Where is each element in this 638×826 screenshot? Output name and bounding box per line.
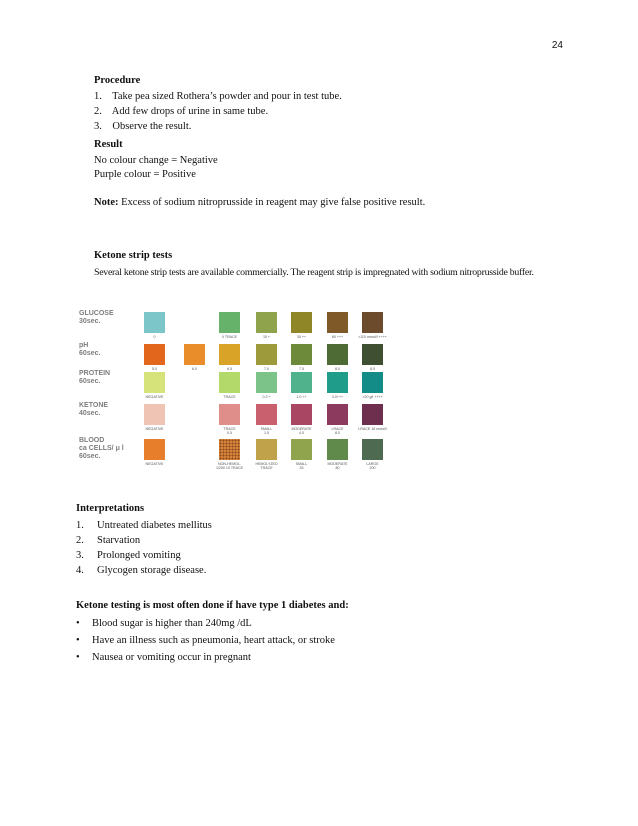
strip-color-swatch <box>256 439 277 460</box>
ketone-testing-item: • Have an illness such as pneumonia, heart attack, or stroke <box>76 632 335 649</box>
strip-swatch-caption: NON-HEMOL. 1/250 10 TRACE <box>215 462 244 470</box>
strip-swatch-caption: LRACE 16 mmol/l <box>358 427 387 431</box>
strip-swatch-caption: >110 mmol/l ++++ <box>358 335 387 339</box>
strip-color-swatch <box>327 372 348 393</box>
strip-color-swatch <box>144 439 165 460</box>
strip-swatch-caption: TRACE 0.5 <box>223 427 236 435</box>
procedure-step: 3. Observe the result. <box>94 121 192 132</box>
strip-swatch-caption: 6.5 <box>227 367 232 371</box>
strip-color-swatch <box>219 404 240 425</box>
strip-color-swatch <box>256 344 277 365</box>
strip-color-swatch <box>291 404 312 425</box>
procedure-list <box>94 89 342 134</box>
strip-swatch-caption: 0.3 + <box>262 395 271 399</box>
strip-swatch-caption: 6.0 <box>192 367 197 371</box>
interpretation-item: 3. Prolonged vomiting <box>76 550 181 561</box>
strip-color-swatch <box>219 439 240 460</box>
result-positive: Purple colour = Positive <box>94 169 196 180</box>
note-label: Note: <box>94 197 119 208</box>
strip-row-label: GLUCOSE 30sec. <box>79 310 114 325</box>
strip-color-swatch <box>219 344 240 365</box>
interpretation-item: 1. Untreated diabetes mellitus <box>76 520 212 531</box>
strip-swatch-caption: MODERATE 4.0 <box>291 427 312 435</box>
strip-color-swatch <box>291 439 312 460</box>
strip-swatch-caption: 0 TRACE <box>221 335 238 339</box>
ketone-testing-heading: Ketone testing is most often done if have type 1 diabetes and: <box>76 600 349 611</box>
strip-color-swatch <box>144 344 165 365</box>
strip-swatch-caption: 0 <box>153 335 156 339</box>
ketone-testing-list <box>76 615 335 666</box>
strip-color-swatch <box>327 344 348 365</box>
strip-swatch-caption: 3.0+++ <box>331 395 344 399</box>
strip-swatch-caption: NEGATIVE <box>145 462 164 466</box>
interpretations-heading: Interpretations <box>76 503 145 514</box>
strip-color-swatch <box>256 404 277 425</box>
strip-swatch-caption: 7.0 <box>264 367 269 371</box>
strip-swatch-caption: SMALL 25 <box>295 462 308 470</box>
procedure-step: 1. Take pea sized Rothera’s powder and pour in test tube. <box>94 91 342 102</box>
strip-color-swatch <box>256 312 277 333</box>
bullet-icon: • <box>76 635 80 646</box>
strip-swatch-caption: 8.5 <box>370 367 375 371</box>
strip-swatch-caption: LRACE 8.0 <box>331 427 344 435</box>
strip-swatch-caption: >20 g/l ++++ <box>362 395 383 399</box>
strip-color-swatch <box>327 404 348 425</box>
ketone-strip-text: Several ketone strip tests are available commercially. The reagent strip is impregnated with sodium nitroprusside buffer. <box>94 267 534 278</box>
note-text: Excess of sodium nitroprusside in reagent may give false positive result. <box>118 197 426 208</box>
strip-color-swatch <box>291 372 312 393</box>
strip-color-swatch <box>219 372 240 393</box>
strip-color-swatch <box>362 312 383 333</box>
strip-color-swatch <box>144 404 165 425</box>
strip-swatch-caption: 8.0 <box>335 367 340 371</box>
strip-color-swatch <box>362 344 383 365</box>
strip-row-label: PROTEIN 60sec. <box>79 370 111 385</box>
result-lines <box>94 154 218 182</box>
strip-color-swatch <box>327 439 348 460</box>
strip-swatch-caption: HEMOLYZED TRACE <box>255 462 278 470</box>
strip-color-swatch <box>291 312 312 333</box>
strip-color-swatch <box>327 312 348 333</box>
strip-swatch-caption: LARGE 200 <box>366 462 379 470</box>
result-negative: No colour change = Negative <box>94 155 218 166</box>
interpretation-item: 4. Glycogen storage disease. <box>76 565 207 576</box>
strip-color-swatch <box>219 312 240 333</box>
strip-color-swatch <box>144 372 165 393</box>
result-heading: Result <box>94 139 123 150</box>
ketone-testing-item: • Blood sugar is higher than 240mg /dL <box>76 615 335 632</box>
ketone-strip-heading: Ketone strip tests <box>94 250 173 261</box>
strip-swatch-caption: 1.0 ++ <box>296 395 307 399</box>
strip-color-swatch <box>144 312 165 333</box>
strip-swatch-caption: 5.0 <box>152 367 157 371</box>
ketone-strip-color-chart <box>76 304 398 472</box>
strip-swatch-caption: MODERATE 80 <box>327 462 348 470</box>
procedure-heading: Procedure <box>94 75 141 86</box>
procedure-step: 2. Add few drops of urine in same tube. <box>94 106 269 117</box>
strip-swatch-caption: 60 +++ <box>331 335 344 339</box>
strip-color-swatch <box>362 404 383 425</box>
strip-row-label: pH 60sec. <box>79 342 101 357</box>
strip-swatch-caption: 30 ++ <box>296 335 307 339</box>
strip-swatch-caption: NEGATIVE <box>145 395 164 399</box>
strip-color-swatch <box>184 344 205 365</box>
strip-color-swatch <box>362 439 383 460</box>
strip-row-label: BLOOD ca CELLS/ μ l 60sec. <box>79 437 124 460</box>
strip-row-label: KETONE 40sec. <box>79 402 109 417</box>
strip-swatch-caption: 15 + <box>262 335 271 339</box>
ketone-testing-item: • Nausea or vomiting occur in pregnant <box>76 649 335 666</box>
strip-color-swatch <box>256 372 277 393</box>
bullet-icon: • <box>76 652 80 663</box>
note <box>94 197 425 208</box>
strip-swatch-caption: 7.5 <box>299 367 304 371</box>
page-number: 24 <box>551 40 563 51</box>
strip-swatch-caption: SMALL 1.5 <box>260 427 273 435</box>
interpretations-list <box>76 518 212 578</box>
strip-swatch-caption: NEGATIVE <box>145 427 164 431</box>
strip-color-swatch <box>362 372 383 393</box>
interpretation-item: 2. Starvation <box>76 535 141 546</box>
strip-swatch-caption: TRACE <box>223 395 236 399</box>
strip-color-swatch <box>291 344 312 365</box>
bullet-icon: • <box>76 618 80 629</box>
